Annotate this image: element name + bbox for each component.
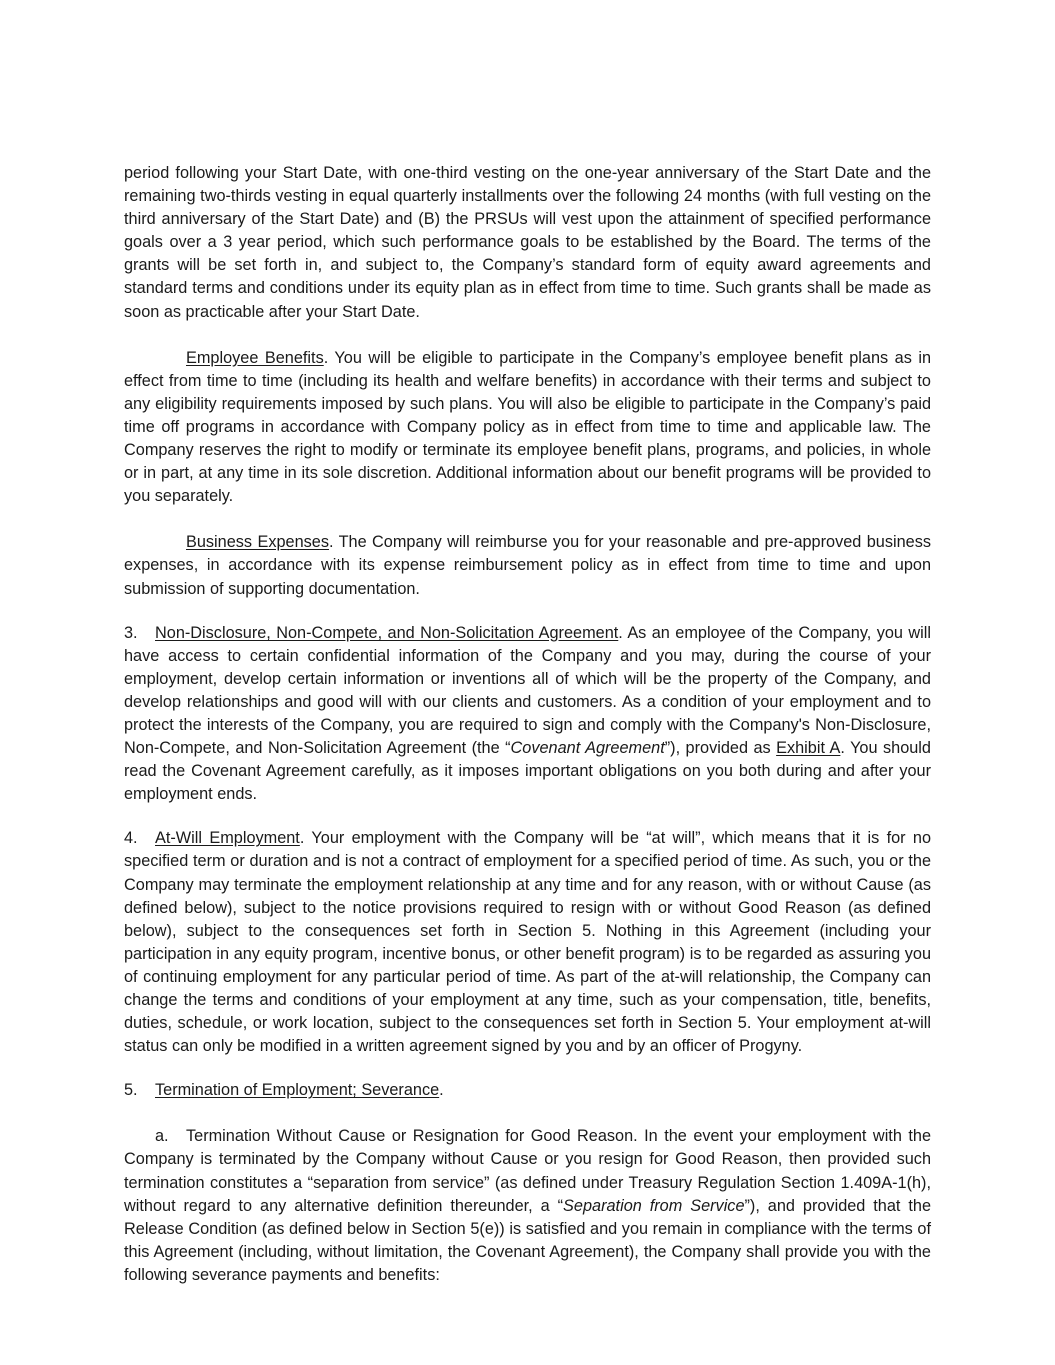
- section-5a-heading: Termination Without Cause or Resignation for Good Reason.: [186, 1127, 638, 1146]
- business-expenses-paragraph: [124, 531, 931, 600]
- section-5-heading-line: [124, 1079, 931, 1102]
- section-5a-label: a.: [155, 1127, 169, 1146]
- business-expenses-heading: Business Expenses: [186, 533, 329, 552]
- continuation-paragraph: period following your Start Date, with one-third vesting on the one-year anniversary of the Start Date and the remaining two-thirds vesting in equal quarterly installments over the following 24 months (with full vesting on the third anniversary of the Start Date) and (B) the PRSUs will vest upon the attainment of specified performance goals over a 3 year period, which such performance goals to be established by the Board. The terms of the grants will be set forth in, and subject to, the Company’s standard form of equity award agreements and standard terms and conditions under its equity plan as in effect from time to time. Such grants shall be made as soon as practicable after your Start Date.: [124, 164, 931, 321]
- section-4-paragraph: [124, 827, 931, 1058]
- document-body: [124, 162, 931, 1287]
- section-3-paragraph: [124, 622, 931, 807]
- section-5a-body-b: ”), and provided that the Release Condition (as defined below in Section 5(e)) is satisfied and you remain in compliance with the terms of this Agreement (including, without limitation, the Covenant Agreement), the Company shall provide you with the following severance payments and benefits:: [124, 1196, 932, 1284]
- section-5a-body-a: In the event your employment with the Company is terminated by the Company without Cause or you resign for Good Reason, then provided such termination constitutes a “separation from service” (as defined under Treasury Regulation Section 1.409A-1(h), without regard to any alternative definition thereunder, a “: [124, 1127, 931, 1215]
- section-3-body-a: As an employee of the Company, you will have access to certain confidential information of the Company and you may, during the course of your employment, develop certain information or inventions all of which will be the property of the Company, and develop relationships and good will with our clients and customers. As a condition of your employment and to protect the interests of the Company, you are required to sign and comply with the Company's Non-Disclosure, Non-Compete, and Non-Solicitation Agreement (the “: [124, 623, 931, 758]
- section-3-period: .: [618, 623, 623, 642]
- employee-benefits-period: .: [323, 348, 329, 367]
- section-4-body: Your employment with the Company will be “at will”, which means that it is for no specified term or duration and is not a contract of employment for a specified period of time. As such, you or the Company may terminate the employment relationship at any time and for any reason, with or without Cause (as defined below), subject to the notice provisions required to resign with or without Good Reason (as defined below), subject to the consequences set forth in Section 5. Nothing in this Agreement (including your participation in any equity program, incentive bonus, or other benefit program) is to be regarded as assuring you of continuing employment for any particular period of time. As part of the at-will relationship, the Company can change the terms and conditions of your employment at any time, such as your compensation, title, benefits, duties, schedule, or work location, subject to the consequences set forth in Section 5. Your employment at-will status can only be modified in a written agreement signed by you and by an officer of Progyny.: [124, 829, 931, 1056]
- section-4-period: .: [299, 829, 305, 848]
- employee-benefits-paragraph: [124, 347, 931, 509]
- section-4-heading: At-Will Employment: [155, 829, 300, 848]
- business-expenses-body: . The Company will reimburse you for your reasonable and pre-approved business expenses, in accordance with its expense reimbursement policy as in effect from time to time and upon submission of supporting documentation.: [124, 533, 931, 598]
- section-4-number: 4.: [124, 829, 138, 848]
- employee-benefits-body: You will be eligible to participate in the Company’s employee benefit plans as in effect from time to time (including its health and welfare benefits) in accordance with their terms and subject to any eligibility requirements imposed by such plans. You will also be eligible to participate in the Company’s paid time off programs in accordance with Company policy as in effect from time to time and applicable law. The Company reserves the right to modify or terminate its employee benefit plans, programs, and policies, in whole or in part, at any time in its sole discretion. Additional information about our benefit programs will be provided to you separately.: [124, 348, 931, 506]
- section-5-number: 5.: [124, 1081, 138, 1100]
- exhibit-a-reference: Exhibit A: [776, 739, 841, 758]
- section-5-heading: Termination of Employment; Severance: [155, 1081, 440, 1100]
- section-5a-paragraph: [124, 1125, 931, 1287]
- section-3-body-c: . You should read the Covenant Agreement carefully, as it imposes important obligations on you both during and after your employment ends.: [124, 739, 931, 804]
- separation-from-service-term: Separation from Service: [563, 1196, 745, 1215]
- covenant-agreement-term: Covenant Agreement: [510, 739, 665, 758]
- section-5-period: .: [439, 1081, 444, 1100]
- employee-benefits-heading: Employee Benefits: [186, 348, 324, 367]
- section-3-body-b: ”), provided as: [664, 739, 777, 758]
- section-3-heading: Non-Disclosure, Non-Compete, and Non-Solicitation Agreement: [155, 623, 619, 642]
- section-3-number: 3.: [124, 623, 138, 642]
